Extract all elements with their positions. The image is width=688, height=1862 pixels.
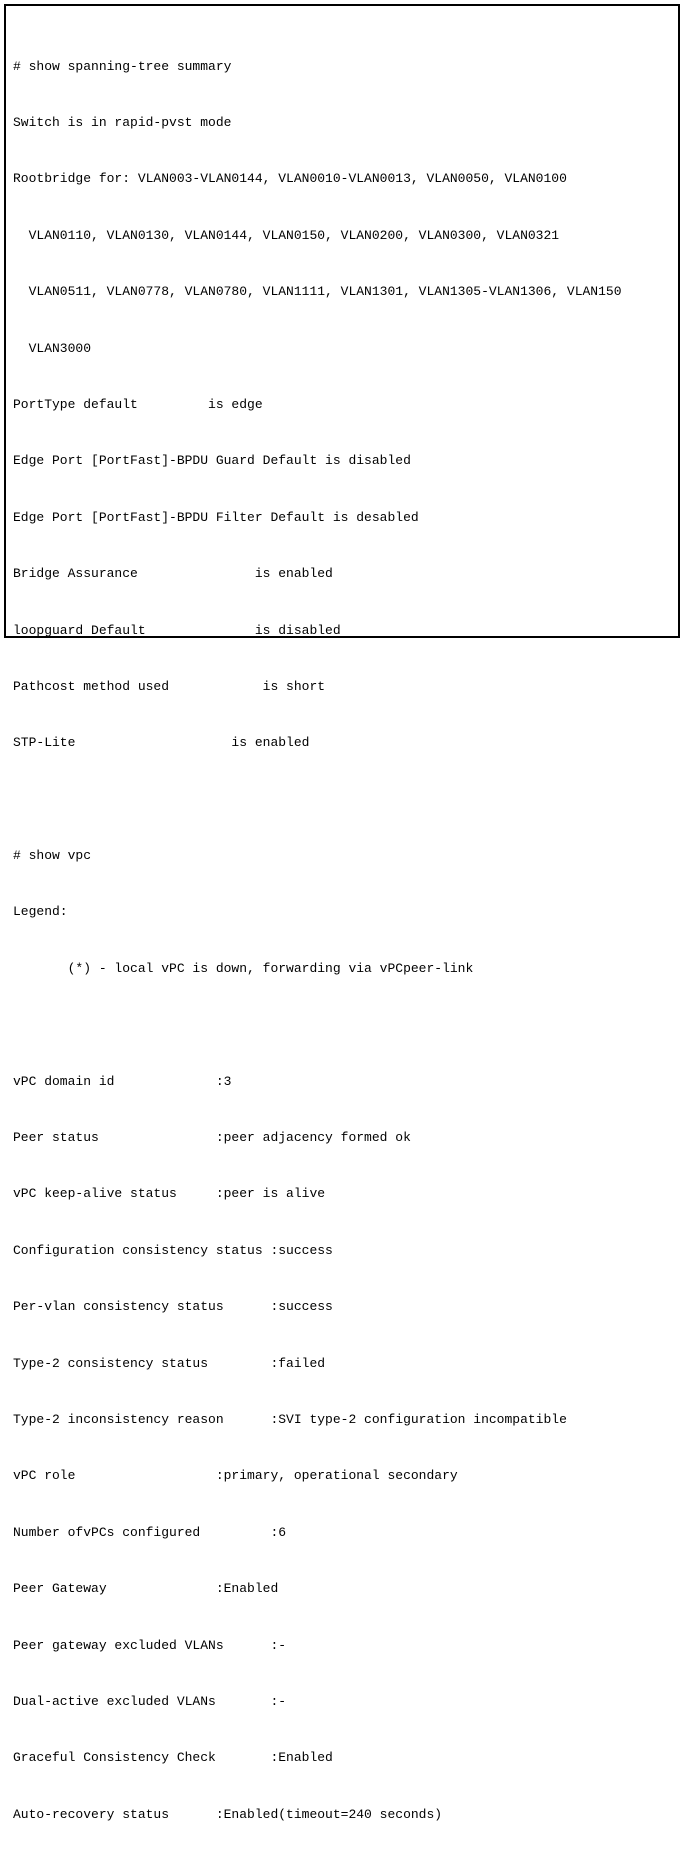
cli-line: Per-vlan consistency status :success (13, 1299, 333, 1315)
cli-line: Edge Port [PortFast]-BPDU Guard Default is disabled (13, 453, 411, 469)
cli-line: vPC domain id :3 (13, 1073, 232, 1089)
cli-line: (*) - local vPC is down, forwarding via vPCpeer-link (13, 960, 474, 976)
cli-line: # show vpc (13, 848, 92, 864)
exhibit-frame (4, 4, 680, 1822)
cli-line: # show spanning-tree summary (13, 58, 232, 74)
cli-line: VLAN0511, VLAN0778, VLAN0780, VLAN1111, VLAN1301, VLAN1305-VLAN1306, VLAN150 (13, 284, 622, 300)
cli-line: loopguard Default is disabled (13, 622, 341, 638)
blank-line (13, 791, 622, 810)
cli-line: Number ofvPCs configured :6 (13, 1524, 287, 1540)
cli-line: Dual-active excluded VLANs :- (13, 1693, 287, 1709)
cli-line: Peer gateway excluded VLANs :- (13, 1637, 287, 1653)
cli-line: STP-Lite is enabled (13, 735, 310, 751)
cli-line: PortType default is edge (13, 396, 263, 412)
cli-line: Type-2 consistency status :failed (13, 1355, 326, 1371)
cli-line: Rootbridge for: VLAN003-VLAN0144, VLAN0010-VLAN0013, VLAN0050, VLAN0100 (13, 171, 567, 187)
cli-line: VLAN3000 (13, 340, 92, 356)
cli-line: Pathcost method used is short (13, 678, 326, 694)
cli-line: VLAN0110, VLAN0130, VLAN0144, VLAN0150, VLAN0200, VLAN0300, VLAN0321 (13, 227, 560, 243)
cli-line: Bridge Assurance is enabled (13, 566, 333, 582)
cli-output (13, 20, 622, 1862)
cli-line: vPC keep-alive status :peer is alive (13, 1186, 326, 1202)
cli-line: vPC role :primary, operational secondary (13, 1468, 458, 1484)
cli-line: Peer status :peer adjacency formed ok (13, 1130, 411, 1146)
cli-line: Type-2 inconsistency reason :SVI type-2 configuration incompatible (13, 1411, 567, 1427)
cli-line: Legend: (13, 904, 68, 920)
cli-line: Auto-recovery status :Enabled(timeout=240 seconds) (13, 1806, 443, 1822)
cli-line: Switch is in rapid-pvst mode (13, 114, 232, 130)
cli-line: Configuration consistency status :success (13, 1242, 333, 1258)
blank-line (13, 1016, 622, 1035)
cli-line: Graceful Consistency Check :Enabled (13, 1750, 333, 1766)
cli-line: Peer Gateway :Enabled (13, 1581, 279, 1597)
cli-line: Edge Port [PortFast]-BPDU Filter Default is desabled (13, 509, 419, 525)
